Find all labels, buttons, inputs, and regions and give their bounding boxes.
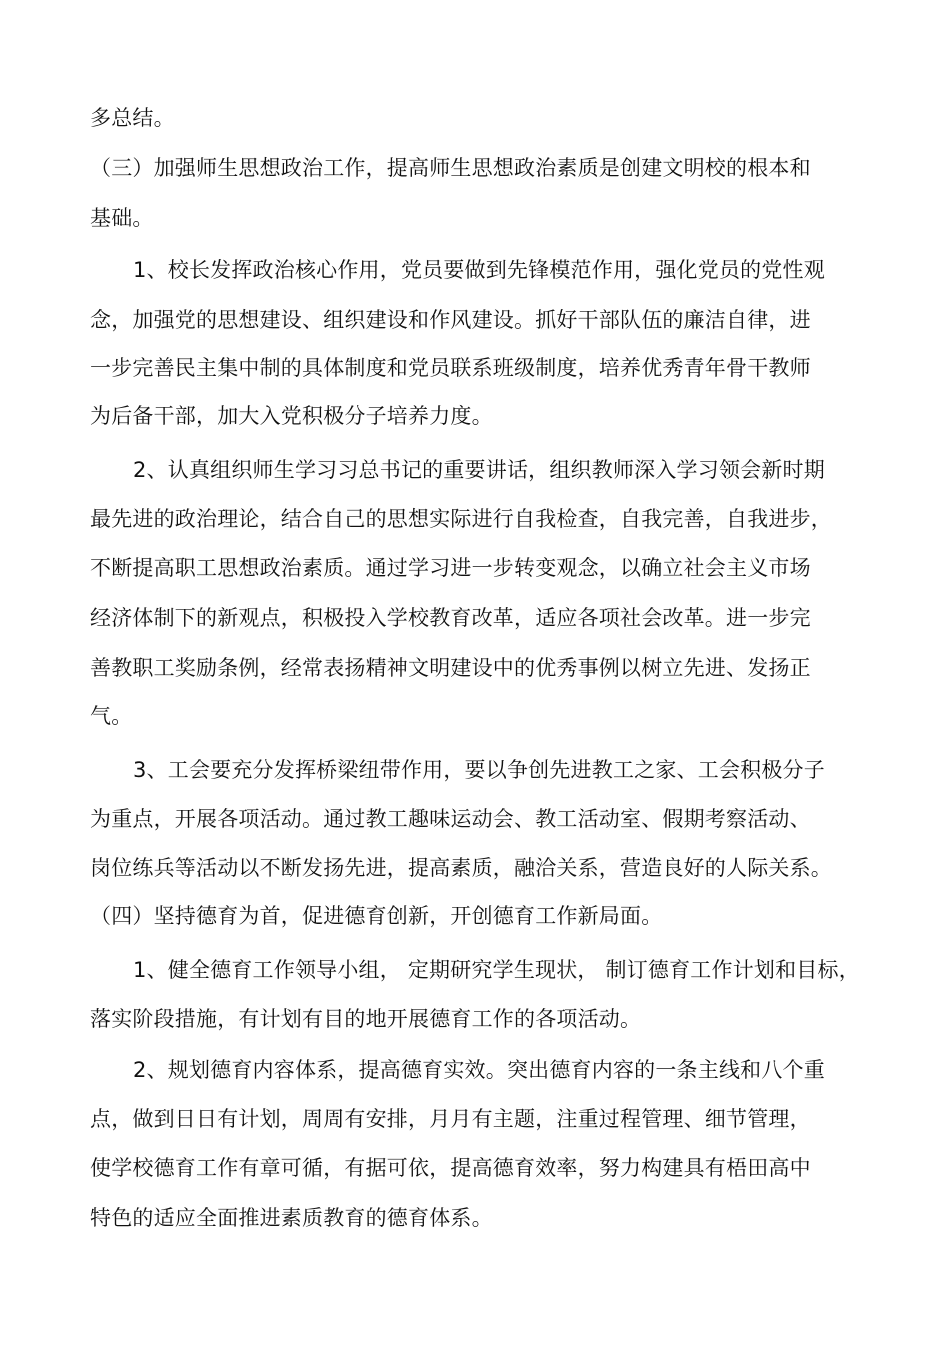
text-line: 不断提高职工思想政治素质。通过学习进一步转变观念，以确立社会主义市场 [90,556,811,580]
text-line: 特色的适应全面推进素质教育的德育体系。 [90,1206,493,1230]
text-line: 为后备干部，加大入党积极分子培养力度。 [90,404,493,428]
text-line: 为重点，开展各项活动。通过教工趣味运动会、教工活动室、假期考察活动、 [90,807,811,831]
text-line: 念，加强党的思想建设、组织建设和作风建设。抓好干部队伍的廉洁自律，进 [90,308,811,332]
section-heading: （三）加强师生思想政治工作，提高师生思想政治素质是创建文明校的根本和 [90,156,811,180]
text-line: 岗位练兵等活动以不断发扬先进，提高素质，融洽关系，营造良好的人际关系。 [90,856,832,880]
paragraph-start: 2、规划德育内容体系，提高德育实效。突出德育内容的一条主线和八个重 [133,1058,825,1082]
text-line: 使学校德育工作有章可循，有据可依，提高德育效率，努力构建具有梧田高中 [90,1156,811,1180]
paragraph-start: 1、健全德育工作领导小组， 定期研究学生现状， 制订德育工作计划和目标， [133,958,860,982]
text-line: 最先进的政治理论，结合自己的思想实际进行自我检查，自我完善，自我进步， [90,507,832,531]
text-line: 点，做到日日有计划，周周有安排，月月有主题，注重过程管理、细节管理， [90,1107,811,1131]
text-line: 多总结。 [90,106,175,130]
text-line: 善教职工奖励条例，经常表扬精神文明建设中的优秀事例以树立先进、发扬正 [90,656,811,680]
text-line: 一步完善民主集中制的具体制度和党员联系班级制度，培养优秀青年骨干教师 [90,356,811,380]
section-heading: （四）坚持德育为首，促进德育创新，开创德育工作新局面。 [90,904,663,928]
paragraph-start: 2、认真组织师生学习习总书记的重要讲话，组织教师深入学习领会新时期 [133,458,825,482]
text-line: 气。 [90,704,133,728]
text-line: 经济体制下的新观点，积极投入学校教育改革，适应各项社会改革。进一步完 [90,606,811,630]
paragraph-start: 3、工会要充分发挥桥梁纽带作用，要以争创先进教工之家、工会积极分子 [133,758,825,782]
paragraph-start: 1、校长发挥政治核心作用，党员要做到先锋模范作用，强化党员的党性观 [133,258,825,282]
text-line: 基础。 [90,206,154,230]
text-line: 落实阶段措施，有计划有目的地开展德育工作的各项活动。 [90,1007,642,1031]
